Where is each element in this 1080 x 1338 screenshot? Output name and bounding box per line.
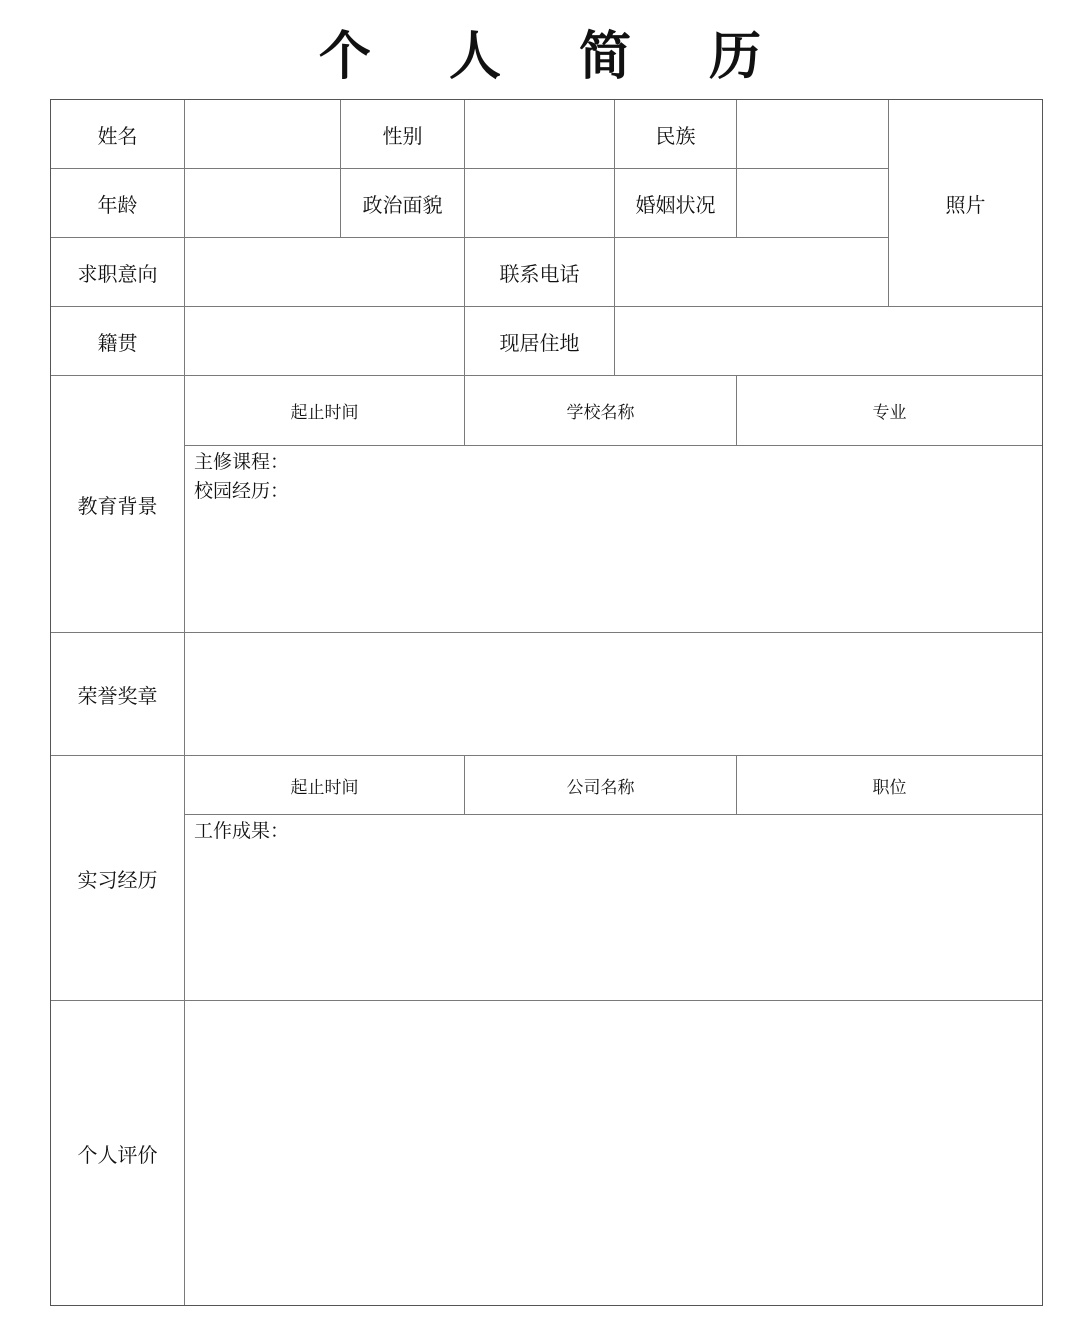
name-label: 姓名	[50, 99, 185, 169]
self-evaluation-field[interactable]	[184, 1000, 1043, 1306]
company-name-header: 公司名称	[464, 755, 737, 815]
marital-status-field[interactable]	[736, 168, 889, 238]
main-courses-label: 主修课程：	[194, 451, 290, 473]
school-name-header: 学校名称	[464, 375, 737, 446]
job-intention-field[interactable]	[184, 237, 465, 307]
political-status-label: 政治面貌	[340, 168, 465, 238]
native-place-label: 籍贯	[50, 306, 185, 376]
work-achievements-label: 工作成果：	[194, 820, 290, 842]
age-label: 年龄	[50, 168, 185, 238]
native-place-field[interactable]	[184, 306, 465, 376]
residence-label: 现居住地	[464, 306, 615, 376]
age-field[interactable]	[184, 168, 341, 238]
internship-period-header: 起止时间	[184, 755, 465, 815]
page-title: 个 人 简 历	[318, 27, 792, 87]
ethnicity-label: 民族	[614, 99, 737, 169]
job-intention-label: 求职意向	[50, 237, 185, 307]
photo-box[interactable]: 照片	[888, 99, 1043, 307]
phone-field[interactable]	[614, 237, 889, 307]
name-field[interactable]	[184, 99, 341, 169]
internship-details[interactable]	[184, 814, 1043, 1001]
education-period-header: 起止时间	[184, 375, 465, 446]
gender-label: 性别	[340, 99, 465, 169]
political-status-field[interactable]	[464, 168, 615, 238]
phone-label: 联系电话	[464, 237, 615, 307]
major-header: 专业	[736, 375, 1043, 446]
campus-experience-label: 校园经历：	[194, 480, 290, 502]
marital-status-label: 婚姻状况	[614, 168, 737, 238]
position-header: 职位	[736, 755, 1043, 815]
honors-label: 荣誉奖章	[50, 632, 185, 756]
education-details[interactable]	[184, 445, 1043, 633]
education-label: 教育背景	[50, 375, 185, 633]
ethnicity-field[interactable]	[736, 99, 889, 169]
residence-field[interactable]	[614, 306, 1043, 376]
self-evaluation-label: 个人评价	[50, 1000, 185, 1306]
gender-field[interactable]	[464, 99, 615, 169]
internship-label: 实习经历	[50, 755, 185, 1001]
honors-field[interactable]	[184, 632, 1043, 756]
